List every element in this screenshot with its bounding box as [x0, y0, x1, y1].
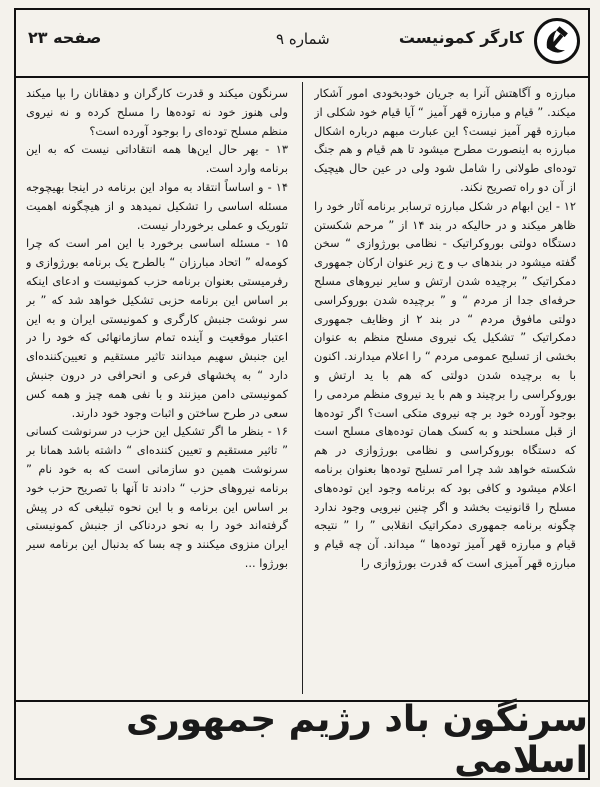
paragraph: سرنگون میکند و قدرت کارگران و دهقانان را بپا میکند ولی هنوز خود نه توده‌ها را مسلح کرده و نه نیروی منظم مسلح توده‌ای را بوجود آورده است؟	[26, 86, 288, 138]
paragraph: ۱۵ - مسئله اساسی برخورد با این امر است که چرا کومه‌له ” اتحاد مبارزان “ بالطرح یک برنامه بورژوازی و رفرمیستی بعنوان برنامه حزب کمونیست و ادعای اینکه بر اساس این برنامه حزبی تشکیل خواهد شد که ” بر سر نوشت جنبش کارگری و کمونیستی ایران و به این اعتبار موقعیت و آینده تمام سازمانهائی که خود را در این جنبش سهیم میدانند تاثیر مستقیم و تعیین‌کننده‌ای دارد “ به پخشهای فرعی و انحرافی در درون جنبش کمونیستی دامن میزنند و با نفی همه چیز و همه کس سعی در طرح ساختن و اثبات وجود خود دارند.	[26, 236, 288, 420]
paragraph: ۱۴ - و اساساً انتقاد به مواد این برنامه در اینجا بهیچوجه مسئله اساسی را تشکیل نمیدهد و از هیچگونه اهمیت تئوریک و عملی برخوردار نیست.	[26, 179, 288, 232]
issue-number: شماره ۹	[276, 30, 330, 48]
page-header	[16, 10, 588, 78]
slogan-banner	[16, 699, 588, 781]
paragraph: ۱۶ - بنظر ما اگر تشکیل این حزب در سرنوشت کسانی ” تاثیر مستقیم و تعیین کننده‌ای “ داشته باشد همانا بر سرنوشت همین دو سازمانی است که به خود نام ” برنامه نیروهای حزب “ دادند تا آنها با تصریح حزب خود بر اساس این برنامه و با این نحوه تبلیغی که در پیش گرفته‌اند خود را به نحو دردناکی از جنبش کمونیستی ایران منزوی میکنند و چه بسا که بدنبال این برنامه سیر بورژوا ...	[26, 424, 288, 570]
column-divider	[302, 82, 303, 694]
page-number: صفحه ۲۳	[28, 28, 102, 47]
hammer-sickle-logo-icon	[534, 18, 580, 64]
slogan-text: سرنگون باد رژیم جمهوری اسلامی	[126, 699, 588, 781]
paragraph: مبارزه و آگاهتش آنرا به جریان خودبخودی امور آشکار میکند. ” قیام و مبارزه قهر آمیز “ آیا قیام خود شکلی از مبارزه قهر آمیز نیست؟ این عبارت مبهم درباره اشکال مبارزه به اینصورت مطرح میشود تا هم قیام و هم جنگ توده‌ای طولانی را شامل شود ولی در عین حال هیچیک از آن دو راه تصریح نکند.	[314, 86, 576, 194]
publication-name: کارگر کمونیست	[398, 28, 524, 47]
paragraph: ۱۳ - بهر حال این‌ها همه انتقاداتی نیست که به این برنامه وارد است.	[26, 142, 288, 176]
text-column-right	[314, 84, 576, 694]
hammer-sickle-icon	[537, 21, 577, 61]
paragraph: ۱۲ - این ابهام در شکل مبارزه ترسابر برنامه آثار خود را ظاهر میکند و در حالیکه در بند ۱۴ از ” مرحم شکستن دستگاه دولتی بوروکراتیک - نظامی بورژوازی “ سخن گفته میشود در بندهای ب و ج زیر عنوان ارکان جمهوری دمکراتیک ” برچیده شدن ارتش و سایر نیروهای مسلح حرفه‌ای جدا از مردم “ و ” برچیده شدن بوروکراسی دولتی مافوق مردم “ در بند ۲ از وظایف جمهوری دمکراتیک ” تشکیل یک نیروی مسلح منظم به عنوان بخشی از تسلیح عمومی مردم “ را اعلام میدارند. اکنون با به برچیده شدن دولتی که هم با ید ارتش و بوروکراسی را برچیند و هم با ید نیروی منظم مردمی را بوجود آورده خود بر چه نیروی متکی است؟ اگر توده‌ها از قبل مسلحند و به کسک همان توده‌های مسلح است که دستگاه بوروکراسی و نظامی بورژوازی در هم شکسته خواهد شد چرا امر تسلیح توده‌ها بعنوان برنامه اعلام میشود و کافی بود که برنامه وجود این توده‌های مسلح را قانونیت بخشد و اگر چنین نیرویی وجود ندارد چگونه برنامه جمهوری دمکراتیک انقلابی ” را ” نتیجه قیام و مبارزه قهر آمیز توده‌ها “ میداند. آن چه قیام و مبارزه قهر آمیزی است که قدرت بورژوازی را	[314, 198, 576, 570]
newspaper-page	[14, 8, 590, 780]
text-column-left	[26, 84, 288, 694]
